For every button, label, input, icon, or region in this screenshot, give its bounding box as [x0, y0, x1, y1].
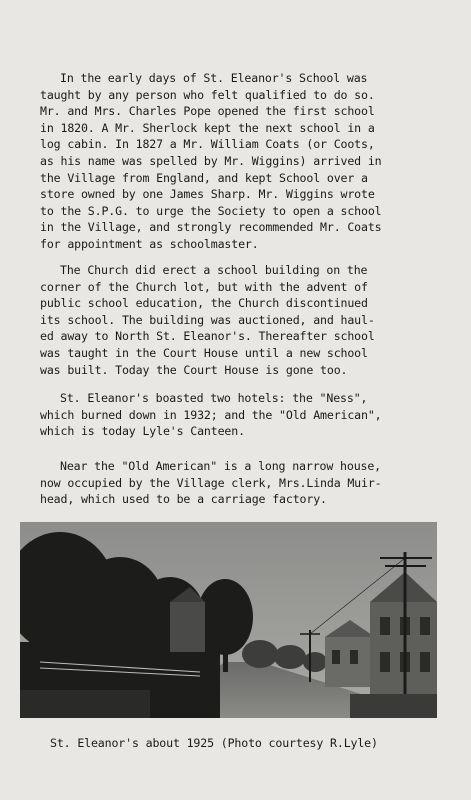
foreground-grass-right	[350, 694, 437, 718]
text-line: the Village from England, and kept School over a	[40, 170, 368, 185]
paragraph-carriage-factory	[40, 458, 440, 508]
text-line: log cabin. In 1827 a Mr. William Coats (or Coots,	[40, 137, 375, 152]
historic-street-photo	[20, 522, 437, 718]
text-line: Near the "Old American" is a long narrow house,	[60, 459, 382, 473]
text-line: as his name was spelled by Mr. Wiggins) arrived in	[40, 153, 382, 168]
text-line: was taught in the Court House until a new school	[40, 345, 368, 360]
text-line: was built. Today the Court House is gone too.	[40, 362, 348, 377]
text-line: St. Eleanor's boasted two hotels: the "Ness",	[60, 391, 368, 405]
text-line: which burned down in 1932; and the "Old American",	[40, 407, 382, 422]
text-line: now occupied by the Village clerk, Mrs.Linda Muir-	[40, 475, 382, 490]
text-line: Mr. and Mrs. Charles Pope opened the first school	[40, 104, 375, 119]
text-line: In the early days of St. Eleanor's School was	[60, 71, 368, 85]
text-line: its school. The building was auctioned, and haul-	[40, 312, 375, 327]
text-line: public school education, the Church discontinued	[40, 296, 368, 311]
text-line: in the Village, and strongly recommended Mr. Coats	[40, 220, 382, 235]
foreground-grass	[20, 690, 150, 718]
paragraph-early-school	[40, 70, 440, 253]
paragraph-church-school	[40, 262, 440, 378]
text-line: which is today Lyle's Canteen.	[40, 424, 245, 439]
text-line: The Church did erect a school building on the	[60, 263, 368, 277]
text-line: for appointment as schoolmaster.	[40, 236, 259, 251]
text-line: to the S.P.G. to urge the Society to open a school	[40, 203, 382, 218]
text-line: store owned by one James Sharp. Mr. Wiggins wrote	[40, 187, 375, 202]
photo-caption: St. Eleanor's about 1925 (Photo courtesy R.Lyle)	[50, 736, 378, 750]
text-line: in 1820. A Mr. Sherlock kept the next school in a	[40, 120, 375, 135]
text-line: head, which used to be a carriage factory.	[40, 492, 327, 507]
text-line: corner of the Church lot, but with the advent of	[40, 279, 368, 294]
paragraph-hotels	[40, 390, 440, 440]
text-line: ed away to North St. Eleanor's. Thereafter school	[40, 329, 375, 344]
street-scene-illustration	[20, 522, 437, 718]
text-line: taught by any person who felt qualified to do so.	[40, 87, 375, 102]
